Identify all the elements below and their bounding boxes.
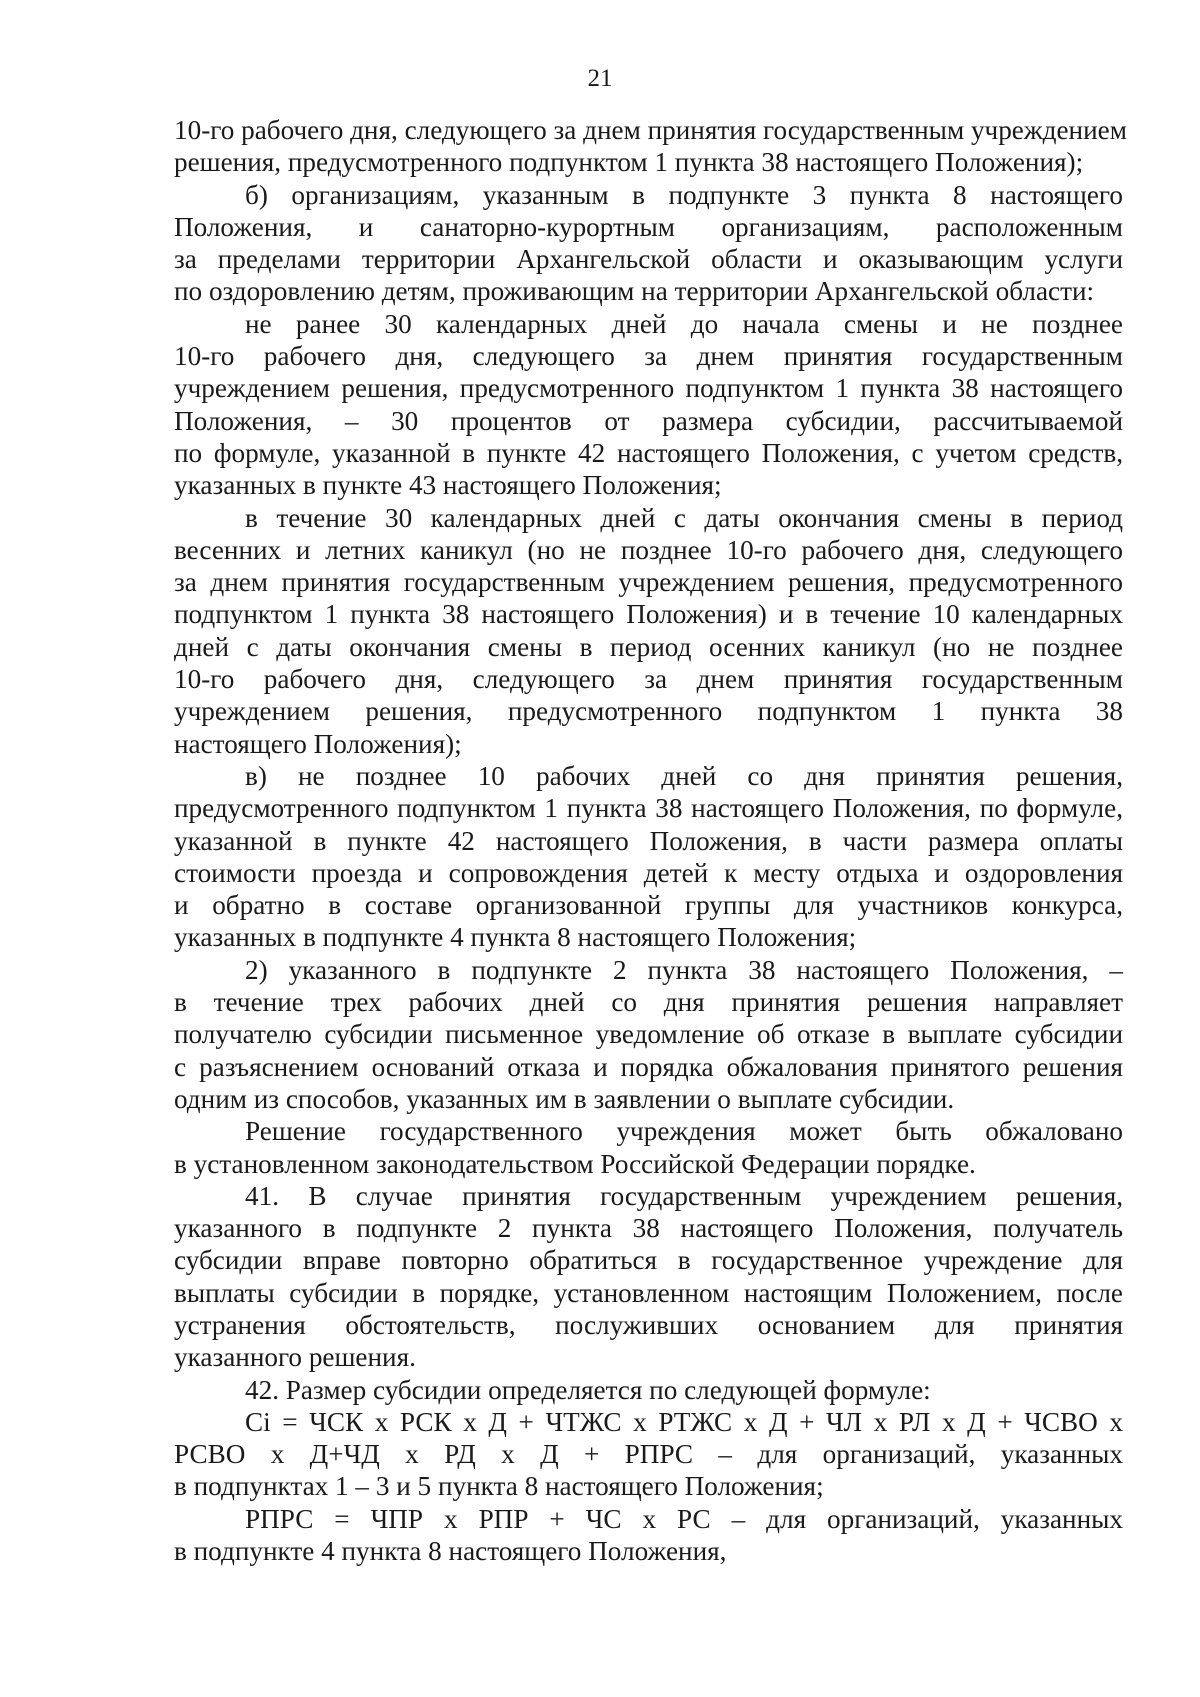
text-line: 2) указанного в подпункте 2 пункта 38 настоящего Положения, – [245,954,1123,985]
text-line: б) организациям, указанным в подпункте 3 пункта 8 настоящего [245,179,1123,210]
text-line: 10-го рабочего дня, следующего за днем принятия государственным [174,664,1123,695]
text-line: РПРС = ЧПР х РПР + ЧС х РС – для организаций, указанных [245,1503,1123,1534]
text-line: Положения, – 30 процентов от размера субсидии, рассчитываемой [174,405,1123,436]
text-line: одним из способов, указанных им в заявлении о выплате субсидии. [174,1083,955,1114]
text-line: субсидии вправе повторно обратиться в государственное учреждение для [174,1245,1123,1276]
document-body [174,114,1127,1567]
page-number: 21 [587,65,613,92]
text-line: в подпунктах 1 – 3 и 5 пункта 8 настоящего Положения; [174,1471,824,1502]
text-line: настоящего Положения); [174,728,462,759]
text-line: 42. Размер субсидии определяется по следующей формуле: [245,1374,931,1405]
text-line: Решение государственного учреждения может быть обжаловано [245,1116,1123,1147]
text-line: стоимости проезда и сопровождения детей к месту отдыха и оздоровления [174,857,1123,888]
text-line: в течение трех рабочих дней со дня принятия решения направляет [174,987,1123,1018]
text-line: в подпункте 4 пункта 8 настоящего Положения, [174,1536,727,1567]
text-line: РСВО х Д+ЧД х РД х Д + РПРС – для организаций, указанных [174,1439,1123,1470]
text-line: получателю субсидии письменное уведомление об отказе в выплате субсидии [174,1019,1123,1050]
text-line: выплаты субсидии в порядке, установленном настоящим Положением, после [174,1277,1123,1308]
text-line: 41. В случае принятия государственным учреждением решения, [245,1180,1123,1211]
text-line: дней с даты окончания смены в период осенних каникул (но не позднее [174,631,1123,662]
text-line: с разъяснением оснований отказа и порядка обжалования принятого решения [174,1051,1123,1082]
text-line: по оздоровлению детям, проживающим на территории Архангельской области: [174,276,1095,307]
text-line: и обратно в составе организованной группы для участников конкурса, [174,890,1123,921]
text-line: в установленном законодательством Российской Федерации порядке. [174,1148,976,1179]
text-line: подпунктом 1 пункта 38 настоящего Положения) и в течение 10 календарных [174,599,1123,630]
text-line: указанного решения. [174,1342,416,1373]
text-line: Сi = ЧСК х РСК х Д + ЧТЖС х РТЖС х Д + ЧЛ х РЛ х Д + ЧСВО х [245,1406,1123,1437]
text-line: учреждением решения, предусмотренного подпунктом 1 пункта 38 настоящего [174,373,1123,404]
text-line: 10-го рабочего дня, следующего за днем принятия государственным [174,341,1123,372]
text-line: учреждением решения, предусмотренного подпунктом 1 пункта 38 [174,696,1123,727]
text-line: в) не позднее 10 рабочих дней со дня принятия решения, [245,760,1123,791]
text-line: предусмотренного подпунктом 1 пункта 38 настоящего Положения, по формуле, [174,793,1123,824]
text-line: указанных в пункте 43 настоящего Положения; [174,470,722,501]
text-line: за пределами территории Архангельской области и оказывающим услуги [174,244,1123,275]
text-line: устранения обстоятельств, послуживших основанием для принятия [174,1309,1123,1340]
text-line: указанных в подпункте 4 пункта 8 настоящего Положения; [174,922,857,953]
text-line: Положения, и санаторно-курортным организациям, расположенным [174,211,1123,242]
text-line: за днем принятия государственным учреждением решения, предусмотренного [174,567,1123,598]
text-line: указанного в подпункте 2 пункта 38 настоящего Положения, получатель [174,1213,1123,1244]
text-line: указанной в пункте 42 настоящего Положения, в части размера оплаты [174,825,1123,856]
text-line: решения, предусмотренного подпунктом 1 пункта 38 настоящего Положения); [174,147,1084,178]
text-line: не ранее 30 календарных дней до начала смены и не позднее [245,308,1123,339]
text-line: весенних и летних каникул (но не позднее 10-го рабочего дня, следующего [174,534,1123,565]
text-line: в течение 30 календарных дней с даты окончания смены в период [245,502,1123,533]
text-line: 10-го рабочего дня, следующего за днем принятия государственным учреждением [174,115,1127,145]
text-line: по формуле, указанной в пункте 42 настоящего Положения, с учетом средств, [174,437,1123,468]
